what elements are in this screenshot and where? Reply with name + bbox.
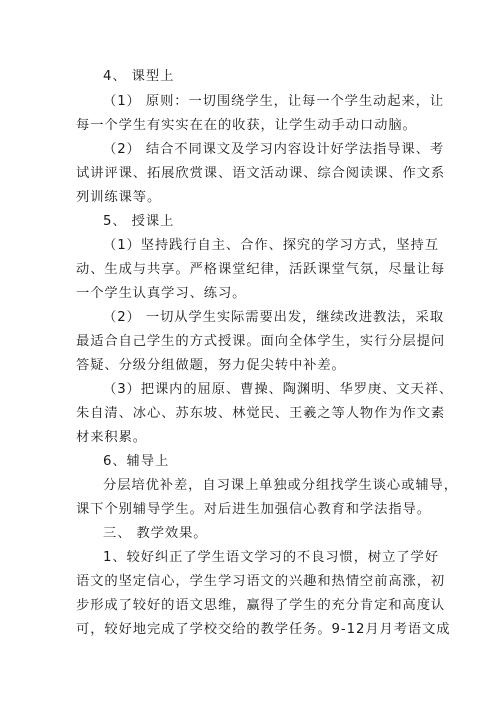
paragraph-line: （1）坚持践行自主、合作、探究的学习方式，坚持互: [103, 238, 439, 253]
paragraph-line: 最适合自己学生的方式授课。面向全体学生，实行分层提问: [76, 334, 446, 349]
paragraph-line: 1、较好纠正了学生语文学习的不良习惯，树立了学好: [103, 550, 439, 565]
paragraph-line: 分层培优补差，自习课上单独或分组找学生谈心或辅导，: [103, 478, 458, 493]
paragraph-line: 试讲评课、拓展欣赏课、语文活动课、综合阅读课、作文系: [76, 166, 446, 181]
paragraph-line: （2） 一切从学生实际需要出发，继续改进教法，采取: [103, 310, 445, 325]
paragraph-line: 答疑、分级分组做题，努力促尖转中补差。: [76, 358, 346, 373]
paragraph-line: 语文的坚定信心，学生学习语文的兴趣和热情空前高涨，初: [76, 574, 446, 589]
paragraph-line: 课下个别辅导学生。对后进生加强信心教育和学法指导。: [76, 502, 431, 517]
paragraph-line: 每一个学生有实实在在的收获，让学生动手动口动脑。: [76, 118, 417, 133]
paragraph-line: （2） 结合不同课文及学习内容设计好学法指导课、考: [103, 142, 445, 157]
heading-4-course-type: 4、 课型上: [103, 69, 175, 84]
heading-teaching-results: 三、 教学效果。: [103, 526, 208, 541]
paragraph-line: 一个学生认真学习、练习。: [76, 286, 247, 301]
paragraph-line: 步形成了较好的语文思维，赢得了学生的充分肯定和高度认: [76, 598, 446, 613]
paragraph-line: 材来积累。: [76, 430, 147, 445]
paragraph-line: 动、生成与共享。严格课堂纪律，活跃课堂气氛，尽量让每: [76, 262, 446, 277]
heading-5-teaching: 5、 授课上: [103, 214, 175, 229]
paragraph-line: （3）把课内的屈原、曹操、陶渊明、华罗庚、文天祥、: [103, 382, 454, 397]
heading-6-tutoring: 6、辅导上: [103, 454, 170, 469]
paragraph-line: 可，较好地完成了学校交给的教学任务。9-12月月考语文成: [76, 622, 451, 637]
paragraph-line: 列训练课等。: [76, 190, 162, 205]
paragraph-line: （1） 原则：一切围绕学生，让每一个学生动起来，让: [103, 94, 445, 109]
paragraph-line: 朱自清、冰心、苏东坡、林觉民、王羲之等人物作为作文素: [76, 406, 446, 421]
